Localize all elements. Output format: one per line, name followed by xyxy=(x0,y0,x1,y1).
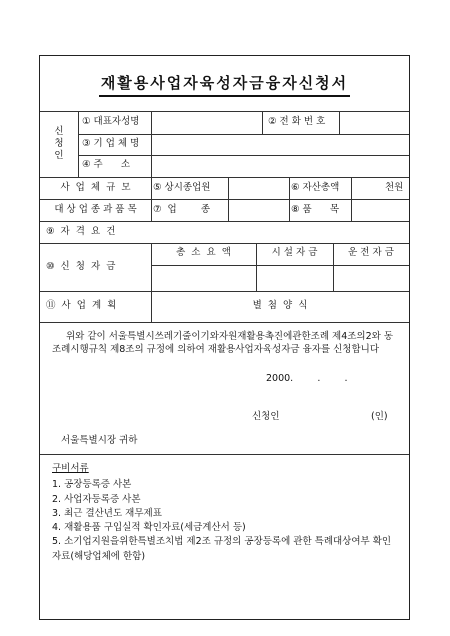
qualification-label: ⑨ 자 격 요 건 xyxy=(46,226,116,237)
facility-header: 시 설 자 금 xyxy=(271,247,318,258)
rule-col-assets-value xyxy=(351,177,352,221)
rule-row-5 xyxy=(40,221,409,222)
employees-label: ⑤ 상시종업원 xyxy=(153,182,211,193)
apply-amount-label: ⑩ 신 청 자 금 xyxy=(46,261,116,272)
statement-date: 2000. . . xyxy=(266,373,348,384)
rep-name-label: ① 대표자성명 xyxy=(82,116,140,127)
item-label: ⑧ 품 목 xyxy=(291,204,340,215)
statement-seal: (인) xyxy=(371,411,388,422)
rule-col-mid2 xyxy=(228,177,229,221)
rule-row-6 xyxy=(40,243,409,244)
rule-row-7 xyxy=(40,291,409,292)
document-item: 3. 최근 결산년도 재무제표 xyxy=(52,507,162,519)
phone-label: ② 전 화 번 호 xyxy=(268,116,326,127)
rule-row-1 xyxy=(78,134,409,135)
rule-statement-bottom xyxy=(40,454,409,455)
company-label: ③ 기 업 체 명 xyxy=(82,138,140,149)
rule-col-mid xyxy=(151,177,152,221)
rule-row-8 xyxy=(40,322,409,323)
plan-value: 별 첨 양 식 xyxy=(252,300,308,311)
rule-col-phone-value xyxy=(339,111,340,134)
target-label: 대 상 업 종 과 품 목 xyxy=(54,204,137,215)
application-form xyxy=(39,55,410,620)
statement-applicant: 신청인 xyxy=(252,411,280,422)
document-item: 2. 사업자등록증 사본 xyxy=(52,493,141,505)
statement-addressee: 서울특별시장 귀하 xyxy=(61,435,138,446)
document-item: 5. 소기업지원을위한특별조치법 제2조 규정의 공장등록에 관한 특례대상여부 확인 자료(해당업체에 한함) xyxy=(52,536,392,562)
total-header: 총 소 요 액 xyxy=(176,247,231,258)
scale-label: 사 업 체 규 모 xyxy=(60,182,131,193)
assets-unit: 천원 xyxy=(385,182,404,193)
form-title-wrap xyxy=(40,72,409,97)
operating-header: 운 전 자 금 xyxy=(348,247,394,258)
document-item: 1. 공장등록증 사본 xyxy=(52,479,132,491)
rule-row-3 xyxy=(40,177,409,178)
rule-row-4 xyxy=(40,199,409,200)
document-item: 4. 재활용품 구입실적 확인자료(세금계산서 등) xyxy=(52,522,246,533)
rule-table-top xyxy=(40,111,409,112)
rule-col-applicant xyxy=(78,111,79,177)
rule-col-phone xyxy=(262,111,263,134)
form-title: 재활용사업자육성자금융자신청서 xyxy=(99,72,350,97)
rule-row-7a xyxy=(151,265,409,266)
assets-label: ⑥ 자산총액 xyxy=(291,182,340,193)
plan-label: ⑪ 사 업 계 획 xyxy=(46,300,117,311)
industry-label: ⑦ 업 종 xyxy=(153,204,211,215)
documents-heading: 구비서류 xyxy=(52,463,89,474)
rule-col-assets xyxy=(289,177,290,221)
required-documents xyxy=(52,462,402,564)
applicant-side-label: 신 청 인 xyxy=(54,126,64,161)
rule-row-2 xyxy=(78,155,409,156)
address-label: ④ 주 소 xyxy=(82,159,131,170)
statement-text: 위와 같이 서울특별시쓰레기줄이기와자원재활용촉진에관한조례 제4조의2와 동조례시행규칙 제8조의 규정에 의하여 재활용사업자육성자금 융자를 신청합니다 xyxy=(52,331,394,356)
rule-col-label xyxy=(151,111,152,177)
